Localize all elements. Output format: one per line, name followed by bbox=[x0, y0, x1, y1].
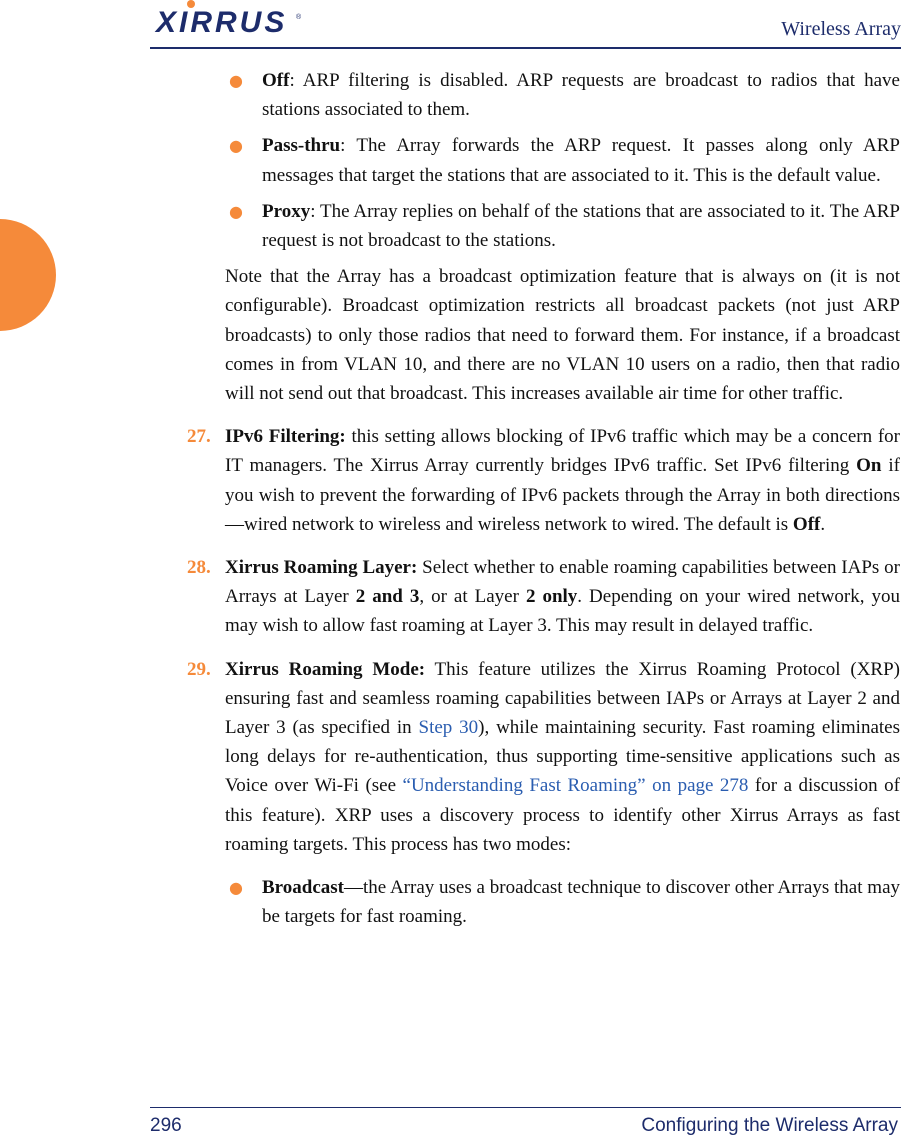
chapter-tab-marker bbox=[0, 219, 56, 331]
bullet-broadcast bbox=[187, 873, 900, 931]
understanding-fast-roaming-link[interactable]: “Understanding Fast Roaming” on page 278 bbox=[402, 775, 749, 797]
step-title: Xirrus Roaming Layer: bbox=[225, 557, 418, 579]
bullet-proxy bbox=[187, 197, 900, 255]
bullet-text: —the Array uses a broadcast technique to discover other Arrays that may be targets for fast roaming. bbox=[262, 877, 900, 928]
step-bold: 2 and 3 bbox=[355, 586, 420, 608]
step-bold: On bbox=[856, 455, 882, 477]
header-rule bbox=[150, 47, 901, 49]
step-bold: Off bbox=[792, 513, 821, 535]
step-text: ), while maintaining security. Fast roaming eliminates long delays for re-authentication, thus supporting time-sensitive applications such as Voice over Wi-Fi (see bbox=[225, 717, 900, 797]
bullet-term: Pass-thru bbox=[262, 135, 341, 157]
step-number: 29. bbox=[187, 658, 211, 680]
bullet-text: : ARP filtering is disabled. ARP requests are broadcast to radios that have stations associated to them. bbox=[262, 70, 900, 121]
step-30-link[interactable]: Step 30 bbox=[418, 717, 479, 739]
bullet-dot-icon: ● bbox=[229, 878, 243, 898]
step-text: this setting allows blocking of IPv6 traffic which may be a concern for IT managers. The Xirrus Array currently bridges IPv6 traffic. Set IPv6 filtering bbox=[225, 426, 900, 477]
step-text: , or at Layer bbox=[419, 586, 526, 608]
bullet-text: : The Array replies on behalf of the stations that are associated to it. The ARP request is not broadcast to the stations. bbox=[262, 200, 900, 252]
bullet-term: Broadcast bbox=[262, 877, 344, 899]
footer-rule bbox=[150, 1107, 901, 1108]
bullet-term: Proxy bbox=[262, 200, 311, 222]
step-number: 28. bbox=[187, 557, 211, 579]
xirrus-logo: XIRRUS bbox=[156, 6, 288, 39]
bullet-dot-icon: ● bbox=[229, 201, 243, 221]
page-content bbox=[187, 66, 900, 938]
step-text: Select whether to enable roaming capabilities between IAPs or Arrays at Layer bbox=[225, 557, 900, 608]
page-header bbox=[150, 0, 901, 52]
step-text: This feature utilizes the Xirrus Roaming Protocol (XRP) ensuring fast and seamless roaming capabilities between IAPs or Arrays at Layer 2 and Layer 3 (as specified in bbox=[225, 658, 900, 739]
bullet-text: : The Array forwards the ARP request. It passes along only ARP messages that target the stations that are associated to it. This is the default value. bbox=[262, 135, 900, 186]
step-title: IPv6 Filtering: bbox=[225, 426, 346, 448]
header-title: Wireless Array bbox=[781, 18, 901, 40]
bullet-pass-thru bbox=[187, 131, 900, 189]
logo-registered-mark: ® bbox=[296, 14, 302, 21]
footer-title: Configuring the Wireless Array bbox=[641, 1115, 898, 1136]
step-title: Xirrus Roaming Mode: bbox=[225, 658, 426, 680]
note-paragraph: Note that the Array has a broadcast optimization feature that is always on (it is not configurable). Broadcast optimization restricts all broadcast packets (not just ARP broadcasts) to only those radios that need to forward them. For instance, if a broadcast comes in from VLAN 10, and there are no VLAN 10 users on a radio, then that radio will not send out that broadcast. This increases available air time for other traffic. bbox=[225, 266, 900, 405]
step-29 bbox=[187, 655, 900, 859]
bullet-dot-icon: ● bbox=[229, 71, 243, 90]
step-27 bbox=[187, 422, 900, 539]
bullet-dot-icon: ● bbox=[229, 136, 243, 156]
page-number: 296 bbox=[150, 1115, 182, 1136]
page-footer bbox=[150, 1107, 901, 1137]
step-text: . bbox=[820, 513, 826, 535]
step-text: for a discussion of this feature). XRP uses a discovery process to identify other Xirrus Arrays as fast roaming targets. This process has two modes: bbox=[225, 775, 901, 855]
step-number: 27. bbox=[187, 426, 211, 448]
step-bold: 2 only bbox=[525, 586, 578, 608]
step-text: . Depending on your wired network, you may wish to allow fast roaming at Layer 3. This may result in delayed traffic. bbox=[225, 586, 900, 637]
step-28 bbox=[187, 553, 900, 641]
step-text: if you wish to prevent the forwarding of IPv6 packets through the Array in both directions—wired network to wireless and wireless network to wired. The default is bbox=[225, 455, 900, 535]
bullet-term: Off bbox=[262, 70, 290, 91]
bullet-off bbox=[187, 66, 900, 124]
